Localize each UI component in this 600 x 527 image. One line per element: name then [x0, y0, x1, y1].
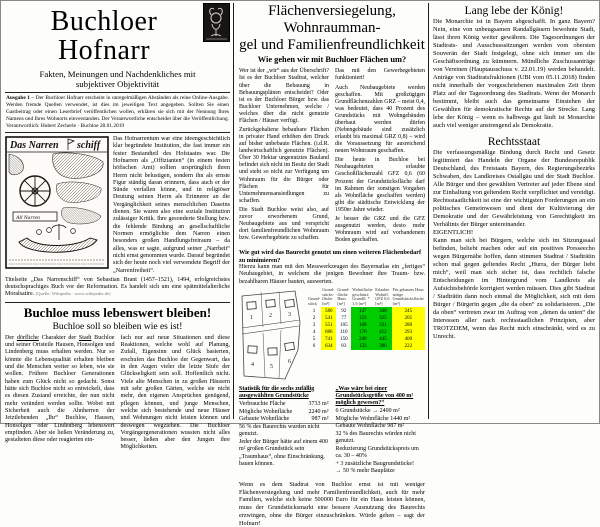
table-cell: 580 — [321, 307, 336, 314]
table-cell: 2 — [312, 314, 316, 321]
article-rechtsstaat-body2: Kann man sich bei Bürgern, welche sich im Sitzungssaal befinden, beliebt machen oder auf ein positives Presseecho wegen Bürgernähe hoffen, dann stimmen Stadtrat / Stadträtin schon mal gegen geltendes Recht „Hurra, der Bürger liebt mich“, weil man sich sicher ist, dass rechtlich falsche Entscheidungen im Hintergrund vom Landkreis als Aufsichtsbehörde korrigiert werden müssen. Dies gibt Stadtrat / Stadträtin dann noch einmal die Möglichkeit, sich mit dem Bürger / Bürgerin gegen „die da oben“ zu solidarisieren. „Die da oben“ vertreten zwar im Auftrag von „denen da unten“ die Interessen aller nach rechtsstaatlichen Prinzipien, aber TROTZDEM, wenn das Recht mich einschränkt, wird es zu Unrecht. — [433, 237, 595, 340]
woodcut-title-1: Das Narren — [10, 139, 59, 151]
paragraph: Die heute in Buchloe bei Neubaugebieten erlaubte Geschoßflächenzahl GFZ 0,6 (60 Prozent der Grundstücksfläche darf im Rahmen der sonstigen Vorgaben als Wohnfläche geschaffen werden) gibt die städtische Entwicklung der 1950er Jahre wieder. — [335, 157, 425, 213]
table-cell: 205 — [392, 314, 425, 321]
table-cell: 245 — [392, 307, 425, 314]
table-cell: 176 — [351, 328, 374, 335]
stat-line: + 3 zusätzliche Baugrundstücke! — [335, 460, 415, 467]
table-cell: 280 — [392, 321, 425, 328]
underlined-word: Stadt — [78, 334, 92, 341]
text-run: Buchloe und seiner Ortsteile Hausen, Honsolgen und Lindenberg muss erhalten werden. Nur so könnte die Lebensqualität erhalten bleiben und die Menschen weiter so leben, wie sie wollen. Frühere Buchloer Generationen haben zum Glück nicht so gedacht. Sonst hätte sich Buchloe nicht so entwickelt, dass es diesen Zustand erreichte, der nun nicht mehr verändert werden sollte. Wobei mit Sicherheit auch die Ahnherren der Jetztlebenden „Ihr“ Buchloe, Hausen, Honsolgen oder Lindenberg lebenswert empfinden. Aber sie ließen Veränderung zu, gestalteten diese oder reagierten ein- — [5, 334, 115, 444]
baurecht-table — [307, 288, 425, 350]
flaechen-col-a — [239, 68, 329, 246]
table-cell: 400 — [392, 335, 425, 342]
table-cell: 551 — [321, 321, 336, 328]
stats-left-title: Statistik für die sechs zufällig ausgewählten Grundstücke — [239, 385, 315, 399]
paragraph: Auch Neubaugebiete werden geschaffen. Mit großzügigen Grundflächenzahlen GRZ – meist 0,4, was bedeutet, dass 40 Prozent des Grundstücks mit Wohngebäuden überbaut werden dürfen (Nebengebäude sind zusätzlich erlaubt bis maximal GRZ 0,8) – wird die Voraussetzung für ausreichend neuen Wohnraum geschaffen. — [335, 84, 425, 155]
stat-label: Verbrauchte Fläche — [239, 401, 286, 408]
plot-label: 1 — [250, 314, 253, 321]
table-cell: 634 — [321, 343, 336, 350]
caption-text: Titelseite „Das Narrenschiff“ von Sebastian Brant (1457–1521), 1494, erfolgreichstes deutschsprachiges Buch vor der Reformation. Es handelt sich um eine spätmittelalterliche Moralsatire. — [5, 276, 230, 298]
flaechen-col-b — [335, 68, 425, 246]
table-cell: 168 — [351, 321, 374, 328]
page-subtitle — [5, 69, 230, 90]
table-row — [307, 307, 425, 314]
divider — [5, 92, 230, 93]
article-rechtsstaat-shout: EIGENTLICH! — [433, 229, 474, 236]
stat-line — [239, 401, 329, 409]
stat-line: Reduzierung Grundstückspreis um ca. 30 – 40% — [335, 445, 419, 460]
table-header: Für gebautes Haus nötige Grundstücksfläche [m²] — [392, 286, 424, 307]
article-flaechen-body — [239, 68, 425, 246]
woodcut-title-2: schiff — [77, 139, 101, 151]
stat-label: Mögliche Wohnfläche — [239, 408, 293, 415]
table-header: Grundfläche Haus [m²] — [337, 286, 350, 307]
woodcut-caption — [5, 277, 230, 299]
plot-label: 6 — [288, 358, 291, 365]
table-cell: 3 — [312, 321, 316, 328]
divider — [5, 132, 230, 133]
woodcut-banner: All Narren — [16, 214, 40, 221]
column-divider-left — [233, 3, 234, 419]
subtitle-line-2: subjektiver Objektivität — [75, 79, 160, 90]
table-header: Erlaubte Wohnfl. GFZ 0,6 [m²] — [375, 286, 390, 307]
table-cell: 541 — [321, 314, 336, 321]
jester-woodcut-icon — [203, 3, 230, 42]
stat-value: 3733 m² — [308, 401, 329, 408]
table-cell: 325 — [374, 314, 391, 321]
stat-note: Jeder der Bürger hätte auf einem 400 m² großen Grundstück sein „Traumhaus“, ohne Einschränkung, bauen können. — [239, 438, 328, 468]
figure-row — [239, 288, 425, 382]
table-header: Wohnfläche geschätzt: Grundfl. * 1,6 [m²] — [352, 286, 373, 307]
statistics-row — [239, 386, 425, 476]
impressum-text: – Der Buchloer Hofnarr erscheint in unregelmäßigen Abständen als reine Online-Ausgabe. Werden fremde Quellen verwendet, ist dies im jeweiligen Text angegeben. Sollten Sie einen Gastbeitrag oder einen Leserbrief veröffentlichen wollen, erklären sie sich mit der Nennung Ihres Namens und Ihres Wohnorts einverstanden. Der Verantwortliche entscheidet über die Veröffentlichung. Verantwortlich: Hubert Zecherle · Buchloe 28.01.2019 — [6, 94, 229, 129]
stat-line — [239, 416, 329, 424]
table-cell: 147 — [351, 307, 374, 314]
article-hofnarrentum — [5, 136, 230, 275]
caption-source: (Quelle: Wikipedia · www.wikipedia.de) — [35, 291, 111, 297]
middle-column — [239, 3, 425, 527]
lebenswert-col-a — [5, 335, 115, 452]
table-header: Grundstücksfläche [m²] — [322, 286, 335, 307]
baurecht-method: Hierzu kann man mit den Messwerkzeugen des Bayernatlas ein „fertiges“ Neubaugebiet, in welchem die jenigen Bewohner ihre Traum- bzw. bezahlbaren Häuser bauten, auswerten. — [239, 264, 425, 285]
baurecht-question: Wie gut wird das Baurecht genutzt um einen weiteren Flächenbedarf zu minimieren? — [239, 249, 422, 264]
stat-value: 2240 m² — [308, 408, 329, 415]
stat-label: Gebaute Wohnfläche — [239, 416, 290, 423]
stat-value: 987 m² — [311, 416, 329, 423]
table-cell: 380 — [374, 343, 391, 350]
text-run: Charakter der — [38, 334, 79, 341]
table-cell: 222 — [392, 343, 425, 350]
lebenswert-col-b: fach nur auf neue Situationen und diese Reaktionen, welche wohl auf Planung, Zufall, Eigensinn und Glück basierten, erschufen das Buchloe der Gegenwart, das in den Augen vieler die letzte Stufe der Glückseligkeit sein soll. Hoffentlich nicht. Viele alte Menschen in zu großen Häusern mit sehr großen Gärten, welche sie nicht mehr, den eigenen Ansprüchen genügend, pflegen können, und junge Menschen, welche sich bestehende und neue Häuser und Wohnungen nicht leisten können und deswegen wegziehen. Die Buchloer Vorgängergenerationen wussten nicht alles besser, ließen aber den Jungen ihre Möglichkeiten. — [120, 334, 230, 451]
table-cell: 348 — [374, 307, 391, 314]
paragraph: Zurückgehaltene bebaubare Flächen in privater Hand erhöhen den Druck auf bisher unbebaute Flächen. (i.d.R. landwirtschaftlich genutzte Flächen). Über 30 Hektar ungenutztes Bauland befindet sich nicht im Besitz der Stadt und steht so nicht zur Verfügung um Wohnraum für die Bürger oder Flächen für Unternehmensansiedlungen zu schaffen. — [239, 127, 329, 204]
table-row — [307, 321, 425, 328]
stat-line: Mögliche Wohnfläche 1440 m² — [335, 415, 411, 422]
table-cell: 150 — [340, 335, 348, 342]
article-flaechen-subhead: Wie gehen wir mit Buchloer Flächen um? — [257, 55, 407, 65]
article-koenig-headline: Lang lebe der König! — [464, 5, 564, 17]
table-cell: 105 — [340, 321, 348, 328]
article-lebenswert-body — [5, 335, 230, 452]
left-column — [5, 3, 230, 452]
table-cell: 77 — [341, 314, 347, 321]
table-row — [307, 328, 425, 335]
subtitle-line-1: Fakten, Meinungen und Nachdenkliches mit — [39, 68, 196, 79]
stat-line: → 50 % mehr Bauplätze — [335, 468, 395, 475]
table-cell: 6 — [312, 343, 316, 350]
paragraph: Die Stadt Buchloe weist also, auf zuvor erworbenem Grund, Neubaugebiete aus und verspricht dort familienfreundlichen Wohnraum bzw. Gewerbegebiete zu schaffen. — [239, 206, 329, 242]
table-cell: 293 — [392, 328, 425, 335]
plot-label: 3 — [288, 311, 291, 318]
page-title: Buchloer Hofnarr — [50, 6, 158, 67]
stat-line: Gebaute Wohnfläche 987 m² — [335, 423, 405, 430]
stat-line: 32 % des Baurechts würden nicht genutzt. — [335, 430, 416, 445]
narrenschiff-woodcut-image — [5, 136, 109, 269]
table-cell: 5 — [312, 335, 316, 342]
table-cell: 92 — [341, 307, 347, 314]
table-row — [307, 343, 425, 350]
paragraph: Je besser die GRZ und die GFZ ausgenutzt werden, desto mehr Wohnraum wird auf vorhandenem Boden geschaffen. — [335, 215, 425, 244]
table-header: Grundstück — [308, 296, 321, 307]
article-lebenswert-subhead: Buchloe soll so bleiben wie es ist! — [52, 321, 183, 332]
table-cell: 412 — [374, 328, 391, 335]
stat-summary: 56 % des Baurechts wurden nicht genutzt. — [239, 423, 320, 438]
impressum — [6, 95, 229, 130]
article-koenig-body: Die Monarchie ist in Bayern abgeschafft. In ganz Bayern? Nein, eine von unbeugsamen Randallgäuern bewohnte Stadt, lässt ihren König weiter gewähren. Die Tagesordnungen der Stadtrats- und Ausschusssitzungen werden vom obersten Souverän der Stadt festgelegt, ohne sich immer um die Geschäftsordnung zu kümmern. Mündliche Zuschussanträge von Vereinen (Hauptausschuss v. 22.01.19) werden behandelt. Anträge von Stadtratsfraktionen (UBI vom 05.11.2018) finden nicht innerhalb der vorgeschriebenen maximalen Zeit ihren Platz auf der Tagesordnung des Stadtrats. Wenn der Monarch bestimmt, bleibt auch das gemeinsame Einstehen der Gewählten für demokratische Rechte auf der Strecke. Lang lebe der König – wenn es halbwegs gut läuft ist Monarchie auch viel weniger anstrengend als Demokratie. — [433, 18, 595, 129]
issue-label: Ausgabe 1 — [6, 94, 30, 101]
right-column — [433, 3, 595, 341]
stat-line — [239, 409, 329, 417]
plot-label: 4 — [251, 361, 254, 368]
table-cell: 110 — [340, 328, 348, 335]
table-cell: 123 — [351, 314, 374, 321]
plot-label: 2 — [269, 312, 272, 319]
table-cell: 1 — [312, 307, 316, 314]
stat-line: 6 Grundstücke → 2400 m² — [335, 408, 400, 415]
table-cell: 133 — [351, 343, 374, 350]
article-lebenswert-headline: Buchloe muss lebenswert bleiben! — [23, 305, 212, 321]
article-hofnarrentum-body: Das Hofnarrentum war eine ideengeschichtlich klar begründete Institution, die fast immer ein fester Bestandteil des Hofstaates war. Die Hofnarren als „Offizianten“ (in einem festen höfischen Amt) sollten ursprünglich ihren Herrn nicht belustigen, sondern ihn als ernste Figur ständig daran erinnern, dass auch er der Sünde verfallen könne, und in religiöser Deutung seinen Herrn als Erinnerer an die Vergänglichkeit seines menschlichen Daseins dienen. Sie waren also eine soziale Institution zulässiger Kritik. Ihre gesonderte Stellung bzw. die fehlende Bindung an gesellschaftliche Normen ermöglichte dem Narren einen besonders großen Handlungsfreiraum – da alles, was er sagte, aufgrund seiner „Narrheit“ nicht ernst genommen wurde. Darauf begründet sich der heute noch viel verwendete Begriff der „Narrenfreiheit“. — [113, 135, 230, 274]
text-run: Der — [5, 334, 17, 341]
table-cell: 741 — [321, 335, 336, 342]
article-flaechen-headline — [239, 3, 425, 53]
headline-line-2: gel und Familienfreundlichkeit — [239, 36, 425, 53]
stats-right-title: „Was wäre bei einer Grundstücksgröße von 400 m² möglich gewesen?“ — [335, 385, 414, 407]
table-header-row — [307, 288, 425, 307]
plot-label: 5 — [270, 363, 273, 370]
table-cell: 240 — [351, 335, 374, 342]
stats-left — [239, 386, 329, 476]
masthead — [5, 3, 230, 66]
paragraph: Das mit den Gewerbegebieten funktioniert! — [335, 68, 425, 82]
paragraph: Wer ist der „wir“ aus der Überschrift? Ist es der Buchloer Stadtrat, welcher über die Bebauung in Bebauungsplänen entscheidet? Oder ist es der Buchloer Bürger bzw. das Buchloer Unternehmen, welche / welches über die nicht genutzte Flächen / Häuser verfügt. — [239, 68, 329, 124]
article-rechtsstaat-headline: Rechtsstaat — [487, 136, 541, 148]
table-cell: 686 — [321, 328, 336, 335]
column-divider-right — [428, 3, 429, 419]
table-row — [307, 314, 425, 321]
table-cell: 83 — [341, 343, 347, 350]
table-cell: 4 — [312, 328, 316, 335]
divider — [5, 302, 230, 303]
table-cell: 445 — [374, 335, 391, 342]
stats-right — [336, 386, 426, 476]
table-cell: 331 — [374, 321, 391, 328]
article-rechtsstaat-body1: Die verfassungsmäßige Bindung durch Recht und Gesetz legitimiert das Handeln der Organe der Bundesrepublik Deutschland, des Freistaats Bayern, des Regierungsbezirks Schwaben, des Landkreises Ostallgäu und der Stadt Buchloe. Alle Bürger und ihre gewählten Vertreter auf jeder Ebene sind zur Einhaltung von geltendem Recht verpflichtet und vereidigt. Rechtsstaatlichkeit ist eine der wichtigsten Forderungen an ein politisches Gemeinwesen und dient der Kultivierung der Demokratie und der Gewährleistung von Gerechtigkeit im Verhältnis der Bürger untereinander. — [433, 149, 595, 228]
closing-paragraph: Wenn es dem Stadtrat von Buchloe ernst ist mit weniger Flächenversiegelung und mehr Familienfreundlichkeit, auch für mehr Familien, welche sich keine 500000 Euro für ein Haus leisten können, muss der Grundstücksmarkt eine bessere Ausnutzung des Baurechts erzwingen, ohne die Bürger einzuschränken. Würde gehen – sagt der Hofnarr! — [239, 480, 425, 527]
headline-line-1: Flächenversiegelung, Wohnraumman- — [268, 3, 396, 36]
underlined-word: dörfliche — [16, 334, 39, 341]
table-row — [307, 335, 425, 342]
plot-map-image — [239, 288, 303, 382]
